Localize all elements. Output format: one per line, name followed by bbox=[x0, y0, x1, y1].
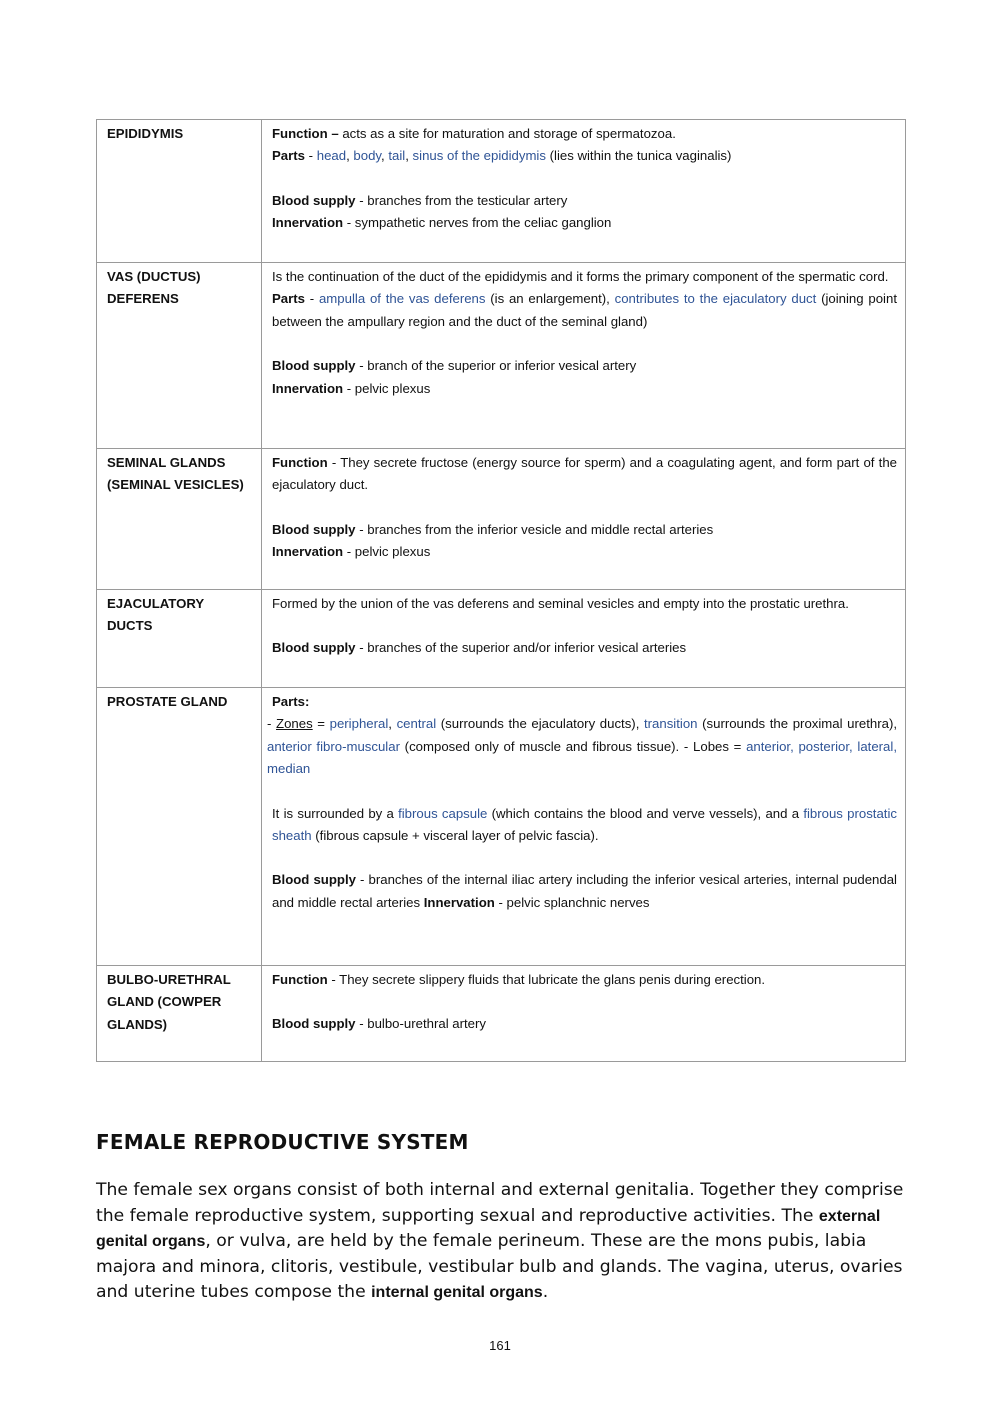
table-row bbox=[97, 966, 906, 1062]
page-content bbox=[96, 119, 906, 1062]
organ-description: Function – acts as a site for maturation and storage of spermatozoa. Parts - head, body, tail, sinus of the epididymis (lies within the tunica vaginalis) Blood supply - branches from the testicular artery Innervation - sympathetic nerves from the celiac ganglion bbox=[262, 120, 906, 263]
organ-name: BULBO-URETHRAL GLAND (COWPER GLANDS) bbox=[97, 966, 262, 1062]
male-organs-table bbox=[96, 119, 906, 1062]
table-row bbox=[97, 590, 906, 688]
organ-name: EJACULATORY DUCTS bbox=[97, 590, 262, 688]
organ-description: Parts: - Zones = peripheral, central (surrounds the ejaculatory ducts), transition (surrounds the proximal urethra), anterior fibro-muscular (composed only of muscle and fibrous tissue). - Lobes = anterior, posterior, lateral, median It is surrounded by a fibrous capsule (which contains the blood and verve vessels), and a fibrous prostatic sheath (fibrous capsule + visceral layer of pelvic fascia). Blood supply - branches of the internal iliac artery including the inferior vesical arteries, internal pudendal and middle rectal arteries Innervation - pelvic splanchnic nerves bbox=[262, 688, 906, 966]
organ-description: Is the continuation of the duct of the epididymis and it forms the primary component of the spermatic cord. Parts - ampulla of the vas deferens (is an enlargement), contributes to the ejaculatory duct (joining point between the ampullary region and the duct of the seminal gland) Blood supply - branch of the superior or inferior vesical artery Innervation - pelvic plexus bbox=[262, 263, 906, 449]
table-row bbox=[97, 263, 906, 449]
part-link: head bbox=[316, 148, 347, 164]
intro-paragraph: The female sex organs consist of both internal and external genitalia. Together they comprise the female reproductive system, supporting sexual and reproductive activities. The external genital organs, or vulva, are held by the female perineum. These are the mons pubis, labia majora and minora, clitoris, vestibule, vestibular bulb and glands. The vagina, uterus, ovaries and uterine tubes compose the internal genital organs. bbox=[96, 1180, 904, 1303]
organ-name: VAS (DUCTUS) DEFERENS bbox=[97, 263, 262, 449]
table-row bbox=[97, 120, 906, 263]
organ-name: SEMINAL GLANDS (SEMINAL VESICLES) bbox=[97, 449, 262, 590]
organ-description: Formed by the union of the vas deferens and seminal vesicles and empty into the prostatic urethra. Blood supply - branches of the superior and/or inferior vesical arteries bbox=[262, 590, 906, 688]
organ-description: Function - They secrete slippery fluids that lubricate the glans penis during erection. Blood supply - bulbo-urethral artery bbox=[262, 966, 906, 1062]
organ-name: PROSTATE GLAND bbox=[97, 688, 262, 966]
table-row bbox=[97, 449, 906, 590]
table-row bbox=[97, 688, 906, 966]
organ-description: Function - They secrete fructose (energy source for sperm) and a coagulating agent, and form part of the ejaculatory duct. Blood supply - branches from the inferior vesicle and middle rectal arteries Innervation - pelvic plexus bbox=[262, 449, 906, 590]
organ-name: EPIDIDYMIS bbox=[97, 120, 262, 263]
page-number: 161 bbox=[489, 1338, 511, 1353]
section-title: FEMALE REPRODUCTIVE SYSTEM bbox=[96, 1130, 469, 1154]
